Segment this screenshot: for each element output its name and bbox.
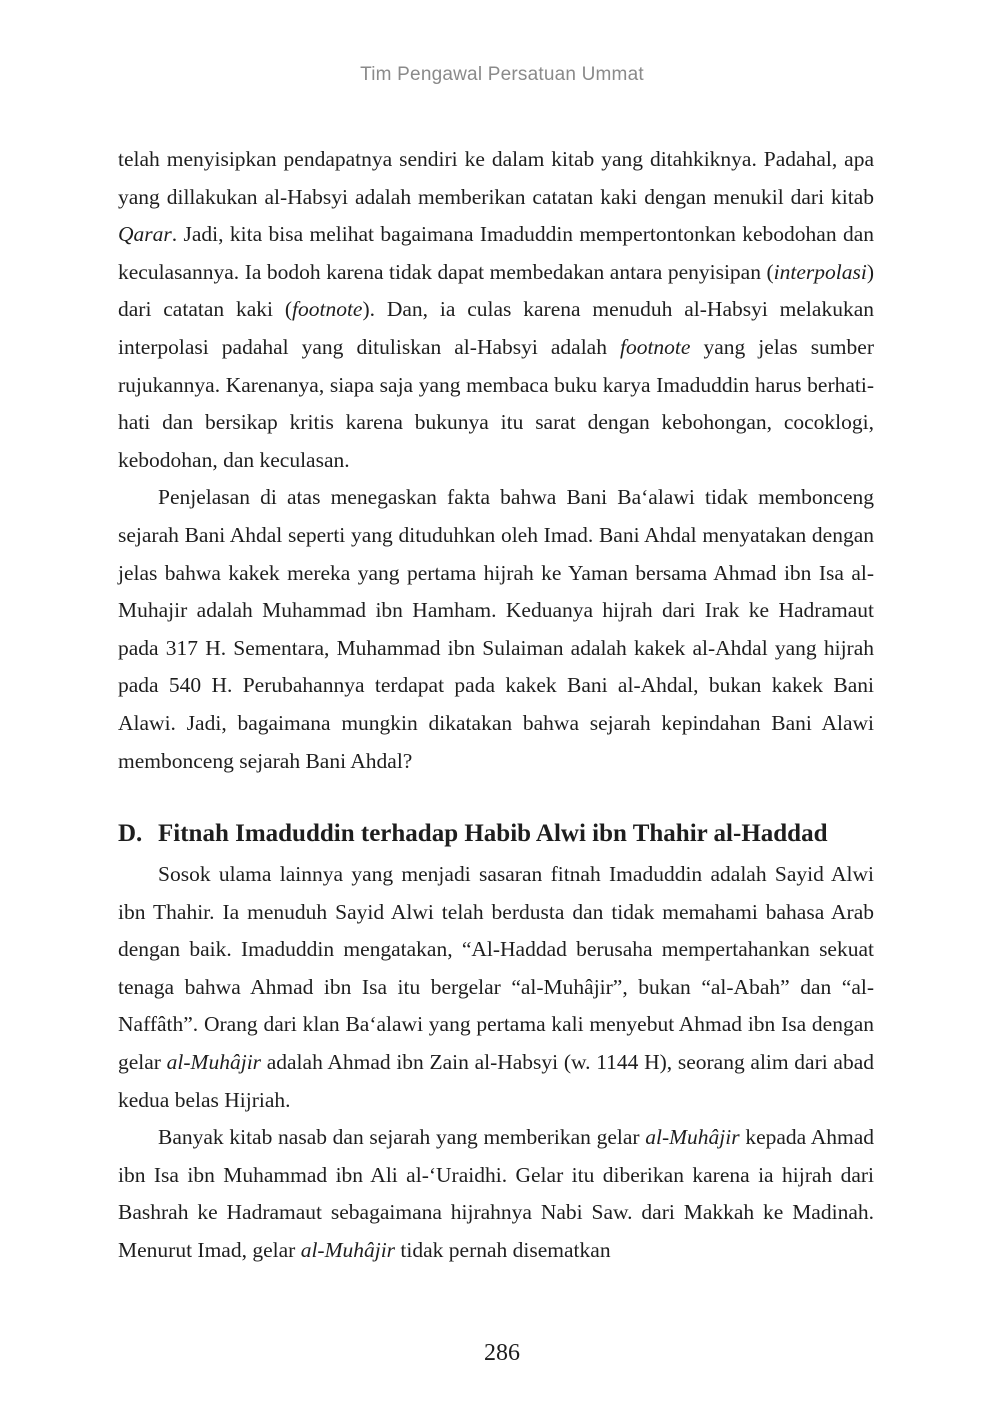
page-body bbox=[118, 141, 874, 1270]
italic-term: al-Muhâjir bbox=[166, 1050, 262, 1075]
italic-term: interpolasi bbox=[773, 259, 867, 284]
text-run: telah menyisipkan pendapatnya sendiri ke dalam kitab yang ditahkiknya. Padahal, apa yang dillakukan al-Habsyi adalah memberikan catatan kaki dengan menukil dari kitab bbox=[118, 147, 874, 209]
text-run: yang jelas sumber rujukannya. Karenanya, siapa saja yang membaca buku karya Imaduddin harus berhati-hati dan bersikap kritis karena bukunya itu sarat dengan kebohongan, cocoklogi, kebodohan, dan keculasan. bbox=[118, 334, 874, 472]
section-heading bbox=[118, 814, 874, 854]
section-title: Fitnah Imaduddin terhadap Habib Alwi ibn Thahir al-Haddad bbox=[158, 820, 828, 848]
italic-term: al-Muhâjir bbox=[300, 1238, 396, 1263]
paragraph-3 bbox=[118, 856, 874, 1119]
text-run: kepada Ahmad ibn Isa ibn Muhammad ibn Ali al-‘Uraidhi. Gelar itu diberikan karena ia hijrah dari Bashrah ke Hadramaut sebagaimana hijrahnya Nabi Saw. dari Makkah ke Madinah. Menurut Imad, gelar bbox=[118, 1125, 874, 1263]
italic-term: footnote bbox=[619, 334, 691, 359]
page-number: 286 bbox=[484, 1340, 520, 1366]
text-run: Sosok ulama lainnya yang menjadi sasaran fitnah Imaduddin adalah Sayid Alwi ibn Thahir. Ia menuduh Sayid Alwi telah berdusta dan tidak memahami bahasa Arab dengan baik. Imaduddin mengatakan, “Al-Haddad berusaha mempertahankan sekuat tenaga bahwa Ahmad ibn Isa itu bergelar “al-Muhâjir”, bukan “al-Abah” dan “al-Naffâth”. Orang dari klan Ba‘alawi yang pertama kali menyebut Ahmad ibn Isa dengan gelar bbox=[118, 862, 874, 1075]
running-header: Tim Pengawal Persatuan Ummat bbox=[360, 64, 644, 85]
paragraph-1 bbox=[118, 141, 874, 479]
italic-term: Qarar bbox=[118, 222, 172, 247]
section-letter: D. bbox=[118, 820, 143, 848]
paragraph-4 bbox=[118, 1119, 874, 1269]
text-run: ) dari catatan kaki ( bbox=[118, 259, 874, 322]
paragraph-2: Penjelasan di atas menegaskan fakta bahwa Bani Ba‘alawi tidak membonceng sejarah Bani Ahdal seperti yang dituduhkan oleh Imad. Bani Ahdal menyatakan dengan jelas bahwa kakek mereka yang pertama hijrah ke Yaman bersama Ahmad ibn Isa al-Muhajir adalah Muhammad ibn Hamham. Keduanya hijrah dari Irak ke Hadramaut pada 317 H. Sementara, Muhammad ibn Sulaiman adalah kakek al-Ahdal yang hijrah pada 540 H. Perubahannya terdapat pada kakek Bani al-Ahdal, bukan kakek Bani Alawi. Jadi, bagaimana mungkin dikatakan bahwa sejarah kepindahan Bani Alawi membonceng sejarah Bani Ahdal? bbox=[118, 485, 874, 773]
italic-term: footnote bbox=[292, 297, 363, 322]
italic-term: al-Muhâjir bbox=[645, 1125, 740, 1150]
text-run: adalah Ahmad ibn Zain al-Habsyi (w. 1144 H), seorang alim dari abad kedua belas Hijriah. bbox=[118, 1050, 875, 1112]
text-run: . Jadi, kita bisa melihat bagaimana Imaduddin mempertontonkan kebodohan dan keculasannya. Ia bodoh karena tidak dapat membedakan antara penyisipan ( bbox=[118, 222, 874, 284]
text-run: Banyak kitab nasab dan sejarah yang memberikan gelar bbox=[158, 1125, 646, 1150]
text-run: ). Dan, ia culas karena menuduh al-Habsyi melakukan interpolasi padahal yang dituliskan al-Habsyi adalah bbox=[118, 297, 874, 359]
text-run: tidak pernah disematkan bbox=[395, 1238, 611, 1263]
